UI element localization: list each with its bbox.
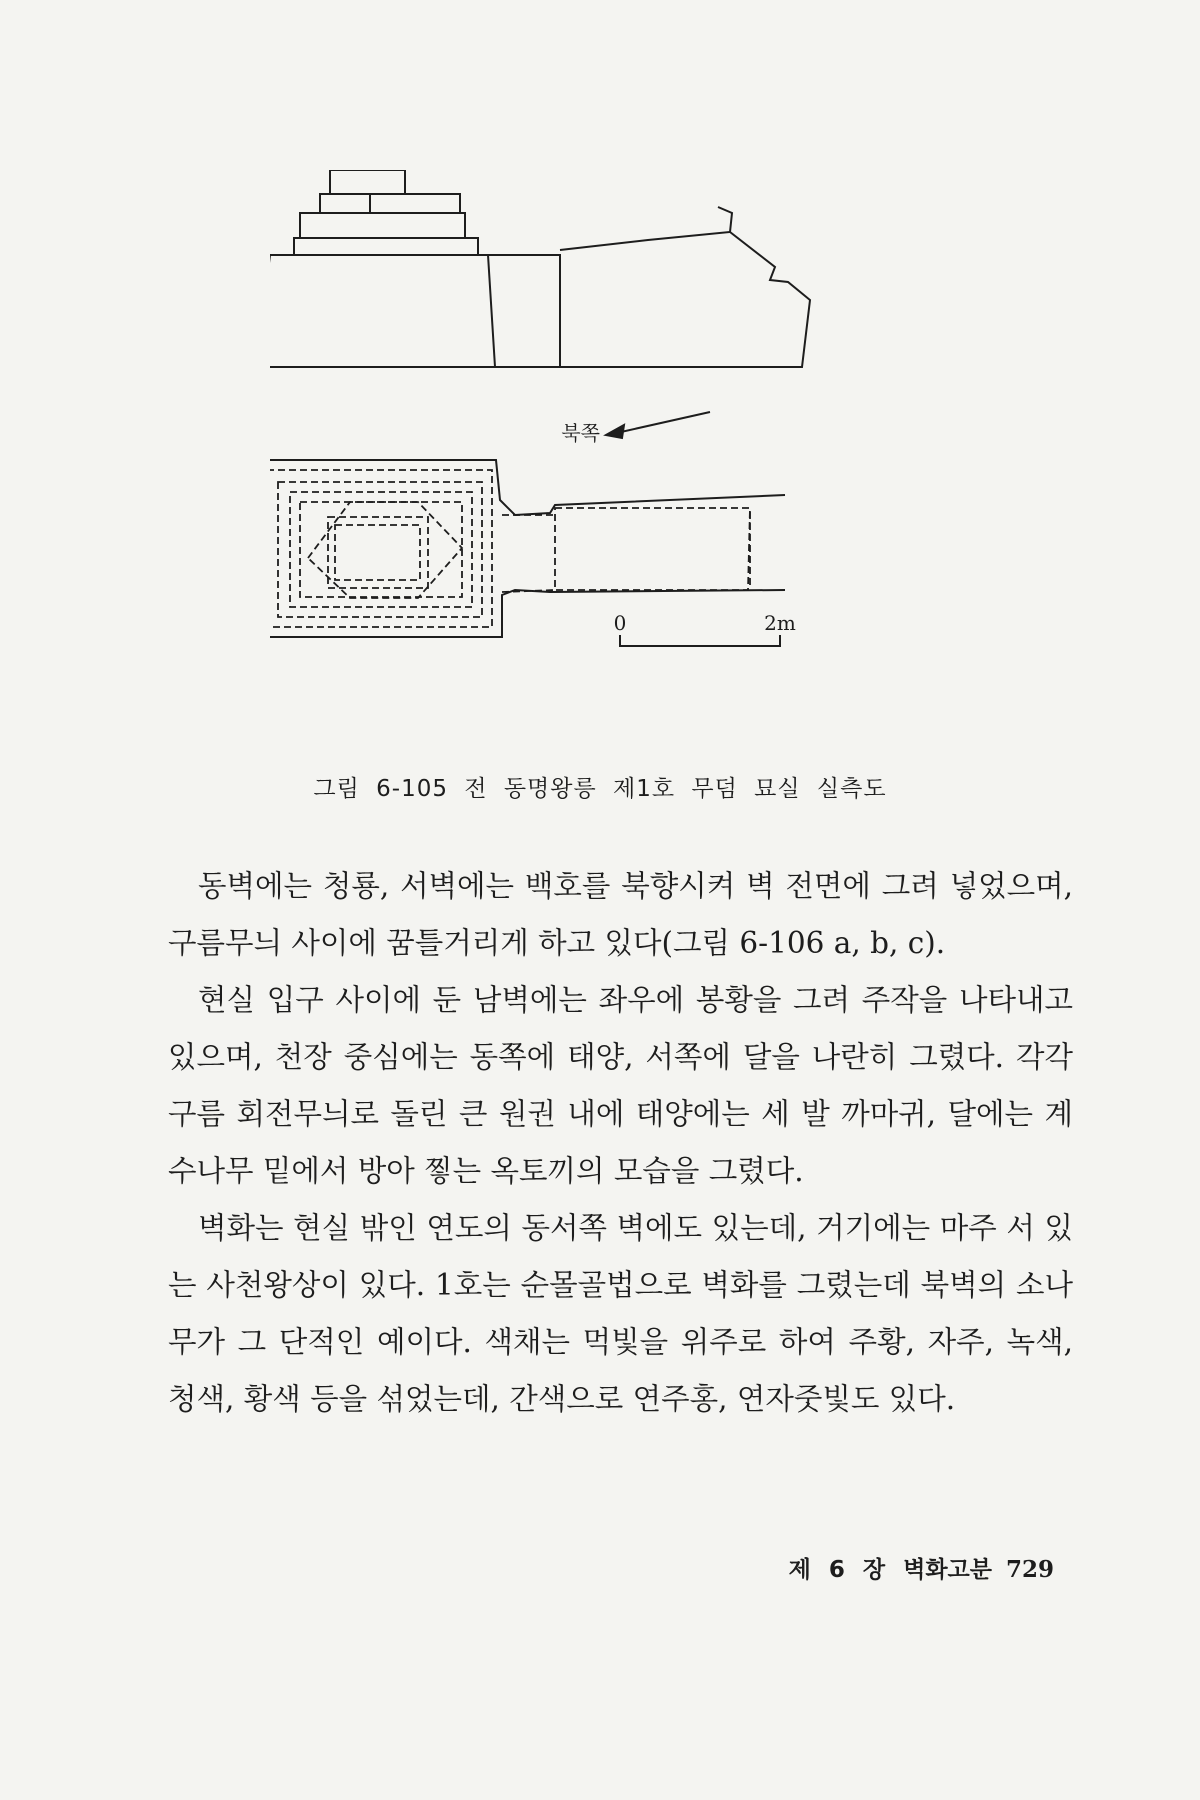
paragraph-1: 동벽에는 청룡, 서벽에는 백호를 북향시켜 벽 전면에 그려 넣었으며, 구름무늬 사이에 꿈틀거리게 하고 있다(그림 6-106 a, b, c). [168, 869, 1073, 960]
chapter-title: 제 6 장 벽화고분 [788, 1557, 992, 1583]
plan-outer-wall-bottom [270, 460, 785, 637]
figure-caption: 그림 6-105 전 동명왕릉 제1호 무덤 묘실 실측도 [313, 776, 887, 802]
ruined-wall-right [560, 232, 810, 367]
plan-outer-wall-top [270, 460, 785, 515]
paragraph-2: 현실 입구 사이에 둔 남벽에는 좌우에 봉황을 그려 주작을 나타내고 있으며, 천장 중심에는 동쪽에 태양, 서쪽에 달을 나란히 그렸다. 각각 구름 회전무늬로 돌린 큰 원권 내에 태양에는 세 발 까마귀, 달에는 계수나무 밑에서 방아 찧는 옥토끼의 모습을 그렸다. [168, 983, 1073, 1188]
body-text [168, 858, 1073, 1428]
cap-stone-upper [300, 213, 465, 238]
page-number: 729 [1005, 1556, 1054, 1583]
elevation-view [270, 170, 810, 367]
north-label: 북쪽 [561, 421, 600, 445]
scale-zero-label: 0 [613, 611, 627, 635]
paragraph-3: 벽화는 현실 밖인 연도의 동서쪽 벽에도 있는데, 거기에는 마주 서 있는 사천왕상이 있다. 1호는 순몰골법으로 벽화를 그렸는데 북벽의 소나무가 그 단적인 예이다. 색채는 먹빛을 위주로 하여 주황, 자주, 녹색, 청색, 황색 등을 섞었는데, 간색으로 연주홍, 연자줏빛도 있다. [168, 1211, 1073, 1416]
cap-stone-top [330, 170, 405, 194]
plan-view [270, 460, 785, 637]
ruined-wall-top [560, 207, 732, 250]
scale-bar [620, 635, 780, 646]
tomb-measured-drawing [270, 170, 950, 770]
cap-stone-middle [320, 194, 460, 213]
page-footer [789, 1551, 1054, 1584]
cap-stone-lower [294, 238, 478, 255]
tomb-drawing-svg [270, 170, 950, 770]
north-arrow [606, 412, 710, 438]
plan-dashed-outlines [270, 470, 750, 627]
passage-wall [488, 255, 560, 367]
burial-mound-wall [270, 255, 495, 367]
scale-end-label: 2m [764, 611, 796, 635]
